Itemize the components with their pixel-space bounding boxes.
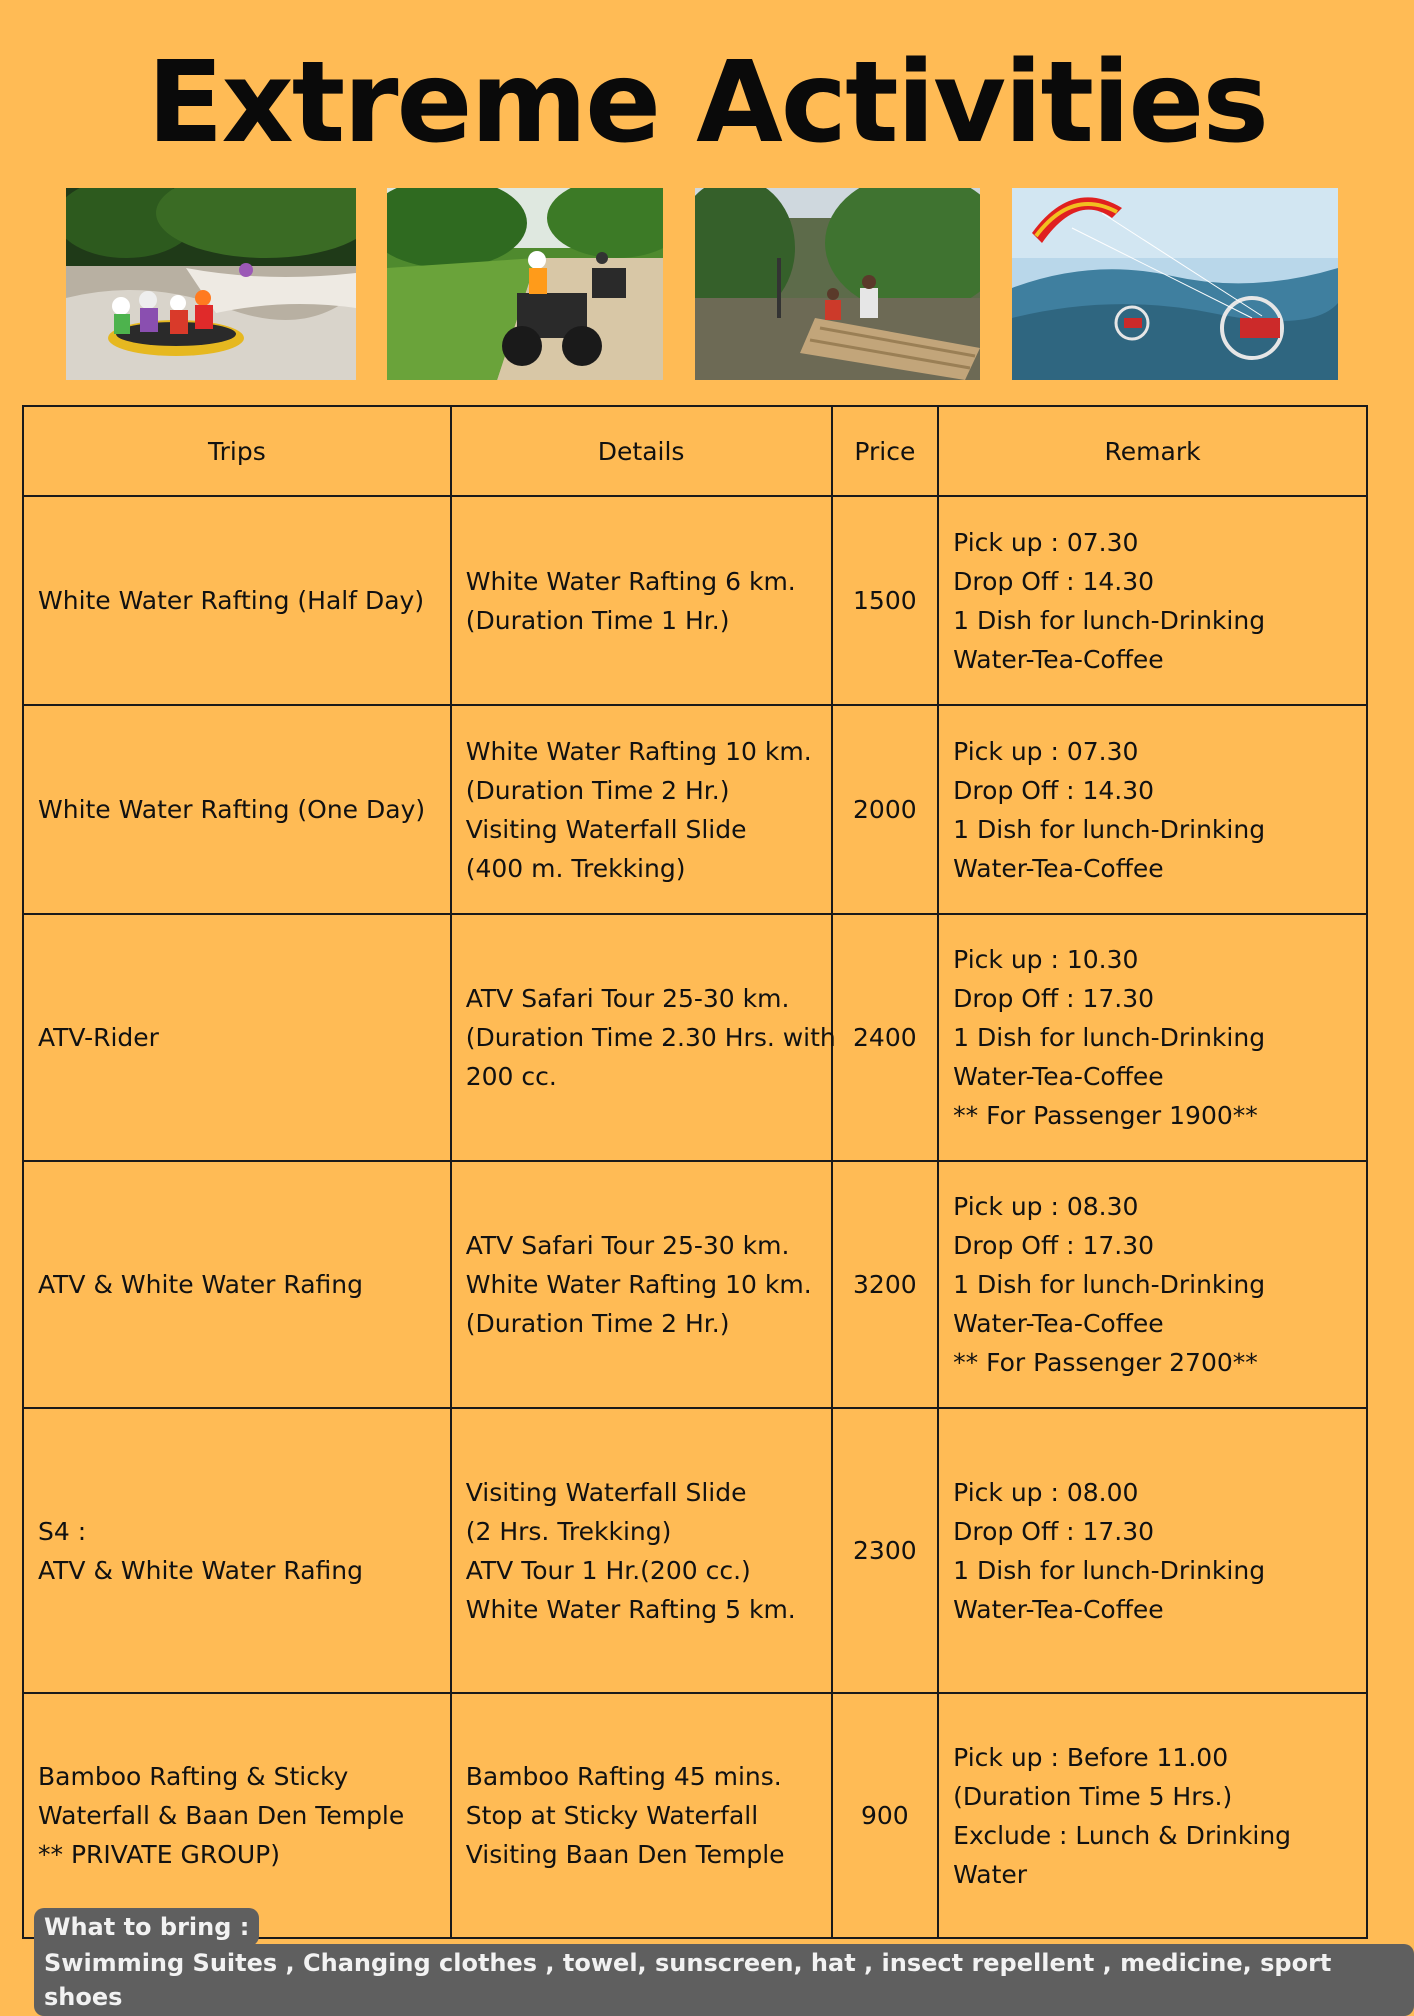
remark-line: Water-Tea-Coffee	[953, 1309, 1164, 1338]
remark-cell	[938, 1408, 1367, 1693]
details-line: ATV Safari Tour 25-30 km.	[465, 1231, 790, 1260]
details-cell	[451, 914, 836, 1161]
table-row	[23, 705, 1367, 914]
remark-line: Pick up : 07.30	[953, 527, 1139, 557]
trips-table	[22, 405, 1368, 1939]
details-line: Bamboo Rafting 45 mins.	[465, 1762, 782, 1791]
trip-cell	[23, 1161, 451, 1408]
page-title: Extreme Activities	[146, 38, 1268, 168]
trip-cell	[23, 1408, 451, 1693]
remark-line: Pick up : 10.30	[953, 945, 1139, 974]
trip-line: ATV & White Water Rafing	[38, 1270, 364, 1299]
remark-line: Drop Off : 17.30	[953, 1231, 1155, 1260]
remark-line: Water-Tea-Coffee	[953, 644, 1164, 674]
trip-cell	[23, 1693, 451, 1938]
trip-line: ATV & White Water Rafing	[38, 1555, 364, 1585]
details-cell	[451, 705, 832, 914]
details-line: (Duration Time 2 Hr.)	[465, 775, 730, 805]
details-line: White Water Rafting 5 km.	[465, 1594, 796, 1624]
remark-line: ** For Passenger 2700**	[953, 1348, 1258, 1377]
remark-line: 1 Dish for lunch-Drinking	[953, 814, 1266, 844]
remark-line: Drop Off : 17.30	[953, 1516, 1155, 1546]
trip-line: ** PRIVATE GROUP)	[38, 1840, 280, 1869]
paramotor-flying-photo	[1012, 188, 1338, 380]
table-row	[23, 1693, 1367, 1938]
trip-line: White Water Rafting (One Day)	[38, 795, 426, 824]
price-cell: 2400	[832, 914, 939, 1161]
price-cell: 900	[832, 1693, 939, 1938]
table-row	[23, 914, 1367, 1161]
details-line: (2 Hrs. Trekking)	[465, 1516, 672, 1546]
trip-line: Bamboo Rafting & Sticky	[38, 1762, 349, 1791]
price-cell: 2300	[832, 1408, 939, 1693]
remark-cell	[938, 705, 1367, 914]
remark-line: Pick up : 08.00	[953, 1477, 1139, 1507]
details-line: ATV Tour 1 Hr.(200 cc.)	[465, 1555, 751, 1585]
details-line: (Duration Time 1 Hr.)	[465, 605, 730, 635]
remark-line: Water-Tea-Coffee	[953, 1062, 1164, 1091]
remark-cell	[938, 914, 1367, 1161]
white-water-rafting-photo	[66, 188, 356, 380]
remark-line: Pick up : 08.30	[953, 1192, 1139, 1221]
remark-line: 1 Dish for lunch-Drinking	[953, 605, 1266, 635]
remark-line: Drop Off : 14.30	[953, 775, 1155, 805]
what-to-bring-items: Swimming Suites , Changing clothes , towel, sunscreen, hat , insect repellent , medicine, sport shoes	[34, 1944, 1414, 2016]
remark-line: 1 Dish for lunch-Drinking	[953, 1270, 1266, 1299]
remark-line: Pick up : 07.30	[953, 736, 1139, 766]
remark-line: ** For Passenger 1900**	[953, 1101, 1258, 1130]
details-line: 200 cc.	[465, 1062, 557, 1091]
details-line: Visiting Waterfall Slide	[465, 814, 747, 844]
details-cell	[451, 1693, 832, 1938]
trip-line: White Water Rafting (Half Day)	[38, 586, 425, 615]
trip-line: S4 :	[38, 1516, 87, 1546]
details-line: (400 m. Trekking)	[465, 853, 686, 883]
table-row	[23, 1161, 1367, 1408]
details-line: White Water Rafting 10 km.	[465, 1270, 812, 1299]
details-cell	[451, 1161, 832, 1408]
details-line: Visiting Waterfall Slide	[465, 1477, 747, 1507]
price-cell: 1500	[832, 496, 939, 705]
details-line: White Water Rafting 6 km.	[465, 566, 796, 596]
what-to-bring-label: What to bring :	[34, 1908, 259, 1946]
remark-cell	[938, 1161, 1367, 1408]
details-line: ATV Safari Tour 25-30 km.	[465, 984, 790, 1013]
remark-line: (Duration Time 5 Hrs.)	[953, 1781, 1233, 1811]
remark-line: 1 Dish for lunch-Drinking	[953, 1023, 1266, 1052]
trip-cell	[23, 914, 451, 1161]
details-line: Visiting Baan Den Temple	[465, 1840, 785, 1869]
trip-cell	[23, 705, 451, 914]
table-header-row	[23, 406, 1367, 496]
details-line: White Water Rafting 10 km.	[465, 736, 812, 766]
details-line: Stop at Sticky Waterfall	[465, 1801, 759, 1830]
remark-line: Water-Tea-Coffee	[953, 853, 1164, 883]
details-line: (Duration Time 2.30 Hrs. with	[465, 1023, 836, 1052]
details-cell	[451, 496, 832, 705]
bamboo-rafting-photo	[695, 188, 980, 380]
remark-line: 1 Dish for lunch-Drinking	[953, 1555, 1266, 1585]
header-remark: Remark	[938, 406, 1367, 496]
header-details: Details	[451, 406, 832, 496]
remark-line: Pick up : Before 11.00	[953, 1742, 1229, 1772]
price-cell: 3200	[832, 1161, 939, 1408]
remark-line: Water-Tea-Coffee	[953, 1594, 1164, 1624]
remark-line: Exclude : Lunch & Drinking	[953, 1820, 1292, 1850]
trip-cell	[23, 496, 451, 705]
trip-line: Waterfall & Baan Den Temple	[38, 1801, 405, 1830]
header-trips: Trips	[23, 406, 451, 496]
remark-cell	[938, 1693, 1367, 1938]
remark-cell	[938, 496, 1367, 705]
trip-line: ATV-Rider	[38, 1023, 159, 1052]
details-line: (Duration Time 2 Hr.)	[465, 1309, 730, 1338]
table-row	[23, 1408, 1367, 1693]
remark-line: Drop Off : 14.30	[953, 566, 1155, 596]
price-cell: 2000	[832, 705, 939, 914]
atv-riding-photo	[387, 188, 663, 380]
table-row	[23, 496, 1367, 705]
header-price: Price	[832, 406, 939, 496]
remark-line: Water	[953, 1859, 1028, 1889]
remark-line: Drop Off : 17.30	[953, 984, 1155, 1013]
details-cell	[451, 1408, 832, 1693]
